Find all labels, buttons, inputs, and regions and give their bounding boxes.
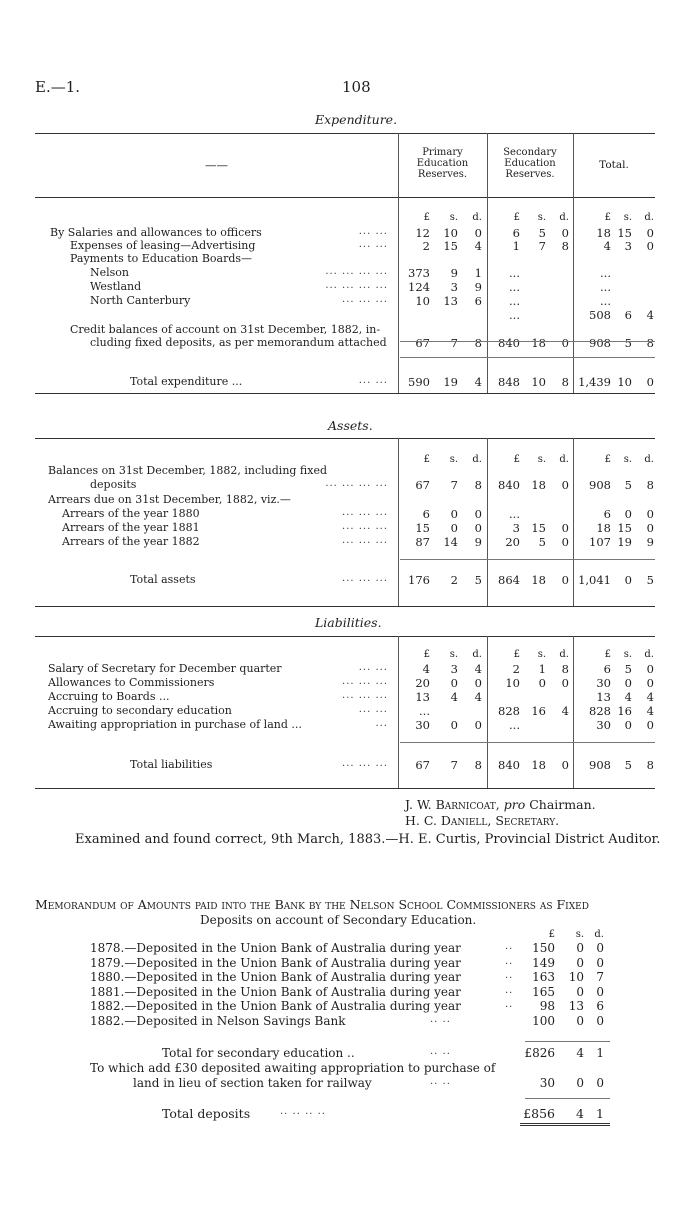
leader-dots: .. .. [430, 1013, 451, 1025]
memo-amount-cell: 7 [596, 970, 604, 984]
p-amount-cell: 0 [450, 507, 458, 521]
s-amount-cell: 8 [561, 375, 569, 389]
s-amount-cell: 840 [498, 336, 520, 350]
memo-amount-cell: 0 [576, 1013, 584, 1028]
rule [525, 1098, 610, 1099]
memo-amount-cell: 165 [532, 984, 555, 999]
t-amount-cell: 18 [596, 521, 611, 535]
row-label: Credit balances of account on 31st December, 1882, in- [70, 323, 381, 336]
t-amount-cell: ... [600, 266, 611, 280]
s-amount-cell: 848 [498, 375, 520, 389]
s-amount-cell: 828 [498, 704, 520, 718]
s-amount-cell: 2 [512, 662, 520, 676]
memo-amount-cell: 0 [576, 1076, 584, 1090]
t-amount-cell: 1,041 [578, 573, 611, 587]
t-amount-cell: 0 [646, 521, 654, 535]
rule [35, 636, 655, 637]
p-amount-cell: 9 [474, 535, 482, 549]
p-amount-cell: 0 [450, 521, 458, 535]
t-amount-cell: 0 [646, 375, 654, 389]
t-amount-cell: 30 [596, 718, 611, 732]
row-label: By Salaries and allowances to officers [50, 226, 262, 239]
p-amount-cell: 4 [474, 239, 482, 253]
memorandum-heading: Memorandum of Amounts paid into the Bank by the Nelson School Commissioners as Fixed [35, 897, 589, 912]
memo-row-label: 1878.—Deposited in the Union Bank of Australia during year [90, 941, 461, 955]
p-amount-cell: 0 [474, 521, 482, 535]
s-amount-cell: 840 [498, 478, 520, 492]
p-amount-cell: 10 [443, 226, 458, 240]
memo-amount-cell: 98 [539, 999, 555, 1013]
memo-amount-cell: 100 [532, 1013, 555, 1028]
p-amount-cell: 7 [450, 758, 458, 772]
leader-dots: ... ... ... ... [325, 266, 388, 277]
t-amount-cell: 0 [646, 239, 654, 253]
p-amount-cell: 20 [415, 676, 430, 690]
row-label: Arrears of the year 1882 [62, 535, 200, 548]
leader-dots: .. [505, 955, 514, 967]
currency-unit-label: d. [594, 929, 604, 940]
s-amount-cell: 18 [531, 478, 546, 492]
s-amount-cell: 0 [561, 521, 569, 535]
s-amount-cell: 840 [498, 758, 520, 772]
memo-amount-cell: 0 [576, 984, 584, 999]
leader-dots: .. [505, 941, 514, 952]
s-amount-cell: 18 [531, 336, 546, 350]
chairman-signature: J. W. Barnicoat, pro Chairman. [405, 797, 596, 812]
s-amount-cell: 3 [512, 521, 520, 535]
leader-dots: ... ... [358, 704, 388, 715]
memo-amount-cell: 1 [596, 1046, 604, 1060]
leader-dots: .. [505, 970, 514, 981]
s-amount-cell: 0 [561, 336, 569, 350]
t-amount-cell: 4 [603, 239, 611, 253]
row-label: North Canterbury [90, 294, 191, 307]
p-amount-cell: 19 [443, 375, 458, 389]
memo-amount-cell: 0 [596, 955, 604, 970]
column-divider [573, 133, 574, 393]
row-label: deposits [90, 478, 137, 491]
currency-unit-label: s. [623, 649, 632, 660]
currency-unit-label: £ [513, 649, 520, 660]
currency-unit-label: s. [575, 929, 584, 940]
p-amount-cell: 8 [474, 478, 482, 492]
memo-amount-cell: £856 [523, 1106, 555, 1121]
s-amount-cell: ... [509, 507, 520, 521]
row-label: Accruing to Boards ... [48, 690, 170, 703]
memo-amount-cell: 0 [596, 984, 604, 999]
currency-unit-label: s. [537, 212, 546, 223]
leader-dots: ... ... [358, 239, 388, 250]
t-amount-cell: 828 [589, 704, 611, 718]
p-amount-cell: 124 [408, 280, 430, 294]
rule [35, 438, 655, 439]
t-amount-cell: 1,439 [578, 375, 611, 389]
column-header-total: Total. [599, 159, 629, 171]
p-amount-cell: 67 [415, 758, 430, 772]
row-label: Westland [90, 280, 142, 293]
p-amount-cell: 3 [450, 280, 458, 294]
t-amount-cell: 6 [603, 507, 611, 521]
leader-dots: ... ... [358, 226, 388, 237]
p-amount-cell: 0 [474, 718, 482, 732]
leader-dots: ... ... ... [342, 690, 388, 701]
t-amount-cell: 0 [646, 676, 654, 690]
t-amount-cell: 508 [589, 308, 611, 322]
column-header-secondary: Secondary Education Reserves. [503, 147, 557, 180]
leader-dots: .. .. [430, 1076, 451, 1087]
p-amount-cell: 2 [450, 573, 458, 587]
t-amount-cell: 10 [617, 375, 632, 389]
p-amount-cell: 6 [474, 294, 482, 308]
t-amount-cell: 9 [646, 535, 654, 549]
leader-dots: ... ... ... [342, 507, 388, 518]
memo-amount-cell: 0 [596, 941, 604, 955]
leader-dots: ... ... ... [342, 294, 388, 305]
t-amount-cell: 5 [624, 758, 632, 772]
t-amount-cell: 3 [624, 239, 632, 253]
p-amount-cell: 8 [474, 336, 482, 350]
t-amount-cell: 0 [624, 718, 632, 732]
memo-amount-cell: 163 [532, 970, 555, 984]
rule [35, 606, 655, 607]
row-label: Expenses of leasing—Advertising [70, 239, 256, 252]
p-amount-cell: 7 [450, 336, 458, 350]
t-amount-cell: 5 [624, 478, 632, 492]
s-amount-cell: 20 [505, 535, 520, 549]
memo-row-label: 1882.—Deposited in Nelson Savings Bank [90, 1013, 346, 1028]
memo-amount-cell: 1 [596, 1106, 604, 1121]
rule [35, 788, 655, 789]
row-label: Accruing to secondary education [48, 704, 232, 717]
memo-amount-cell: 4 [576, 1106, 584, 1121]
currency-unit-label: s. [537, 649, 546, 660]
row-label: Arrears of the year 1881 [62, 521, 200, 534]
p-amount-cell: 4 [474, 662, 482, 676]
t-amount-cell: 16 [617, 704, 632, 718]
s-amount-cell: ... [509, 280, 520, 294]
currency-unit-label: £ [423, 649, 430, 660]
t-amount-cell: 5 [624, 336, 632, 350]
document-reference: E.—1. [35, 78, 81, 96]
t-amount-cell: 6 [603, 662, 611, 676]
rule [35, 393, 655, 394]
memo-amount-cell: 150 [532, 941, 555, 955]
p-amount-cell: 10 [415, 294, 430, 308]
t-amount-cell: 5 [624, 662, 632, 676]
memo-total-label: Total deposits [162, 1106, 251, 1121]
p-amount-cell: 6 [422, 507, 430, 521]
currency-unit-label: d. [559, 649, 569, 660]
rule [400, 559, 655, 560]
t-amount-cell: 0 [646, 662, 654, 676]
column-divider [573, 438, 574, 606]
currency-unit-label: d. [644, 649, 654, 660]
p-amount-cell: 0 [474, 676, 482, 690]
p-amount-cell: 4 [474, 690, 482, 704]
memo-amount-cell: 13 [568, 999, 584, 1013]
s-amount-cell: 16 [531, 704, 546, 718]
memo-row-label: 1879.—Deposited in the Union Bank of Australia during year [90, 955, 461, 970]
p-amount-cell: 0 [450, 676, 458, 690]
currency-unit-label: s. [449, 454, 458, 465]
p-amount-cell: 373 [408, 266, 430, 280]
currency-unit-label: £ [423, 212, 430, 223]
s-amount-cell: 0 [561, 226, 569, 240]
leader-dots: .. [505, 984, 514, 996]
p-amount-cell: 2 [422, 239, 430, 253]
total-label: Total expenditure ... [130, 375, 243, 388]
total-label: Total assets [130, 573, 196, 586]
s-amount-cell: 18 [531, 758, 546, 772]
memo-addition-line: land in lieu of section taken for railway [133, 1076, 372, 1090]
t-amount-cell: 908 [589, 336, 611, 350]
memo-row-label: 1881.—Deposited in the Union Bank of Australia during year [90, 984, 461, 999]
memo-amount-cell: 149 [532, 955, 555, 970]
s-amount-cell: 8 [561, 662, 569, 676]
currency-unit-label: d. [644, 454, 654, 465]
leader-dots: ... ... ... ... [325, 478, 388, 489]
s-amount-cell: 0 [561, 478, 569, 492]
p-amount-cell: 590 [408, 375, 430, 389]
s-amount-cell: 864 [498, 573, 520, 587]
column-divider [398, 438, 399, 606]
p-amount-cell: 0 [450, 718, 458, 732]
leader-dots: ... ... [358, 662, 388, 673]
t-amount-cell: 13 [596, 690, 611, 704]
s-amount-cell: 8 [561, 239, 569, 253]
rule [400, 357, 655, 358]
secretary-signature: H. C. Daniell, Secretary. [405, 813, 560, 828]
s-amount-cell: 1 [512, 239, 520, 253]
t-amount-cell: 107 [589, 535, 611, 549]
p-amount-cell: 5 [474, 573, 482, 587]
s-amount-cell: ... [509, 308, 520, 322]
memo-row-label: 1882.—Deposited in the Union Bank of Australia during year [90, 999, 461, 1013]
row-label: Arrears due on 31st December, 1882, viz.— [48, 493, 291, 506]
t-amount-cell: ... [600, 294, 611, 308]
currency-unit-label: £ [513, 212, 520, 223]
leader-dots: ... ... ... ... [325, 280, 388, 291]
currency-unit-label: s. [449, 649, 458, 660]
currency-unit-label: d. [472, 212, 482, 223]
currency-unit-label: d. [644, 212, 654, 223]
p-amount-cell: 14 [443, 535, 458, 549]
memo-amount-cell: 0 [576, 955, 584, 970]
s-amount-cell: ... [509, 294, 520, 308]
t-amount-cell: 0 [646, 507, 654, 521]
p-amount-cell: 87 [415, 535, 430, 549]
leader-dots: ... [375, 718, 388, 729]
memo-amount-cell: 0 [596, 1013, 604, 1028]
currency-unit-label: £ [604, 649, 611, 660]
row-label: Payments to Education Boards— [70, 252, 253, 265]
s-amount-cell: 5 [538, 226, 546, 240]
memo-addition-line: To which add £30 deposited awaiting appropriation to purchase of [90, 1061, 496, 1075]
row-label: Allowances to Commissioners [48, 676, 215, 689]
memo-row-label: 1880.—Deposited in the Union Bank of Australia during year [90, 970, 461, 984]
p-amount-cell: 12 [415, 226, 430, 240]
p-amount-cell: 8 [474, 758, 482, 772]
s-amount-cell: 5 [538, 535, 546, 549]
t-amount-cell: 4 [624, 690, 632, 704]
s-amount-cell: 0 [561, 758, 569, 772]
expenditure-title: Expenditure. [315, 112, 398, 127]
leader-dots: ... ... ... [342, 535, 388, 546]
t-amount-cell: 8 [646, 758, 654, 772]
memo-subtotal-label: Total for secondary education .. [162, 1046, 355, 1060]
row-label: Balances on 31st December, 1882, including fixed [48, 464, 328, 477]
rule [520, 1123, 610, 1126]
memorandum-subheading: Deposits on account of Secondary Education. [200, 913, 477, 927]
currency-unit-label: £ [423, 454, 430, 465]
s-amount-cell: 7 [538, 239, 546, 253]
currency-unit-label: £ [548, 929, 555, 940]
row-label: Awaiting appropriation in purchase of land ... [48, 718, 302, 731]
t-amount-cell: 0 [624, 507, 632, 521]
auditor-statement: Examined and found correct, 9th March, 1883.—H. E. Curtis, Provincial District Auditor. [75, 832, 661, 847]
s-amount-cell: 15 [531, 521, 546, 535]
leader-dots: .. [505, 999, 514, 1010]
currency-unit-label: d. [472, 454, 482, 465]
currency-unit-label: s. [449, 212, 458, 223]
s-amount-cell: 10 [505, 676, 520, 690]
p-amount-cell: 4 [474, 375, 482, 389]
memo-amount-cell: 4 [576, 1046, 584, 1060]
p-amount-cell: 9 [474, 280, 482, 294]
leader-dots: ... ... ... [342, 758, 388, 769]
currency-unit-label: £ [513, 454, 520, 465]
rule [400, 341, 655, 342]
t-amount-cell: 0 [624, 573, 632, 587]
s-amount-cell: 0 [538, 676, 546, 690]
column-divider [573, 636, 574, 788]
p-amount-cell: 4 [422, 662, 430, 676]
currency-unit-label: s. [623, 454, 632, 465]
currency-unit-label: d. [559, 212, 569, 223]
p-amount-cell: 15 [415, 521, 430, 535]
t-amount-cell: 19 [617, 535, 632, 549]
t-amount-cell: 4 [646, 690, 654, 704]
total-label: Total liabilities [130, 758, 213, 771]
s-amount-cell: 0 [561, 535, 569, 549]
leader-dots: ... ... ... [342, 521, 388, 532]
p-amount-cell: 0 [474, 507, 482, 521]
t-amount-cell: 4 [646, 704, 654, 718]
memo-amount-cell: £826 [524, 1046, 555, 1060]
column-divider [398, 636, 399, 788]
column-divider [487, 438, 488, 606]
column-header-primary: Primary Education Reserves. [416, 147, 469, 180]
t-amount-cell: 0 [624, 676, 632, 690]
rule [400, 742, 655, 743]
page-number: 108 [342, 78, 371, 96]
liabilities-title: Liabilities. [315, 615, 382, 630]
t-amount-cell: 15 [617, 521, 632, 535]
stub-dash: —— [205, 158, 228, 172]
t-amount-cell: 30 [596, 676, 611, 690]
s-amount-cell: ... [509, 266, 520, 280]
memo-amount-cell: 6 [596, 999, 604, 1013]
p-amount-cell: 67 [415, 478, 430, 492]
t-amount-cell: 18 [596, 226, 611, 240]
p-amount-cell: 9 [450, 266, 458, 280]
s-amount-cell: 4 [561, 704, 569, 718]
t-amount-cell: 908 [589, 758, 611, 772]
t-amount-cell: 908 [589, 478, 611, 492]
column-divider [487, 636, 488, 788]
t-amount-cell: 5 [646, 573, 654, 587]
assets-title: Assets. [328, 418, 373, 433]
leader-dots: .. .. [430, 1046, 451, 1057]
currency-unit-label: d. [559, 454, 569, 465]
memo-amount-cell: 10 [568, 970, 584, 984]
leader-dots: ... ... ... [342, 573, 388, 584]
memo-amount-cell: 30 [539, 1076, 555, 1090]
p-amount-cell: 176 [408, 573, 430, 587]
t-amount-cell: 6 [624, 308, 632, 322]
row-label: cluding fixed deposits, as per memorandum attached [90, 336, 387, 349]
memo-amount-cell: 0 [576, 941, 584, 955]
t-amount-cell: 0 [646, 226, 654, 240]
leader-dots: .. .. .. .. [280, 1106, 326, 1117]
rule [525, 1041, 610, 1042]
p-amount-cell: 4 [450, 690, 458, 704]
p-amount-cell: 0 [474, 226, 482, 240]
row-label: Nelson [90, 266, 130, 279]
row-label: Arrears of the year 1880 [62, 507, 200, 520]
rule [35, 133, 655, 134]
t-amount-cell: ... [600, 280, 611, 294]
t-amount-cell: 15 [617, 226, 632, 240]
p-amount-cell: 13 [443, 294, 458, 308]
currency-unit-label: £ [604, 454, 611, 465]
s-amount-cell: 0 [561, 573, 569, 587]
p-amount-cell: 30 [415, 718, 430, 732]
s-amount-cell: 10 [531, 375, 546, 389]
t-amount-cell: 0 [646, 718, 654, 732]
p-amount-cell: 7 [450, 478, 458, 492]
t-amount-cell: 8 [646, 336, 654, 350]
s-amount-cell: 18 [531, 573, 546, 587]
memo-amount-cell: 0 [596, 1076, 604, 1090]
leader-dots: ... ... ... [342, 676, 388, 687]
currency-unit-label: £ [604, 212, 611, 223]
p-amount-cell: ... [419, 704, 430, 718]
row-label: Salary of Secretary for December quarter [48, 662, 282, 675]
currency-unit-label: d. [472, 649, 482, 660]
leader-dots: ... ... [358, 375, 388, 386]
currency-unit-label: s. [623, 212, 632, 223]
p-amount-cell: 67 [415, 336, 430, 350]
t-amount-cell: 8 [646, 478, 654, 492]
p-amount-cell: 3 [450, 662, 458, 676]
s-amount-cell: 1 [538, 662, 546, 676]
t-amount-cell: 4 [646, 308, 654, 322]
s-amount-cell: ... [509, 718, 520, 732]
p-amount-cell: 13 [415, 690, 430, 704]
p-amount-cell: 1 [474, 266, 482, 280]
s-amount-cell: 0 [561, 676, 569, 690]
rule [35, 197, 655, 198]
s-amount-cell: 6 [512, 226, 520, 240]
p-amount-cell: 15 [443, 239, 458, 253]
currency-unit-label: s. [537, 454, 546, 465]
